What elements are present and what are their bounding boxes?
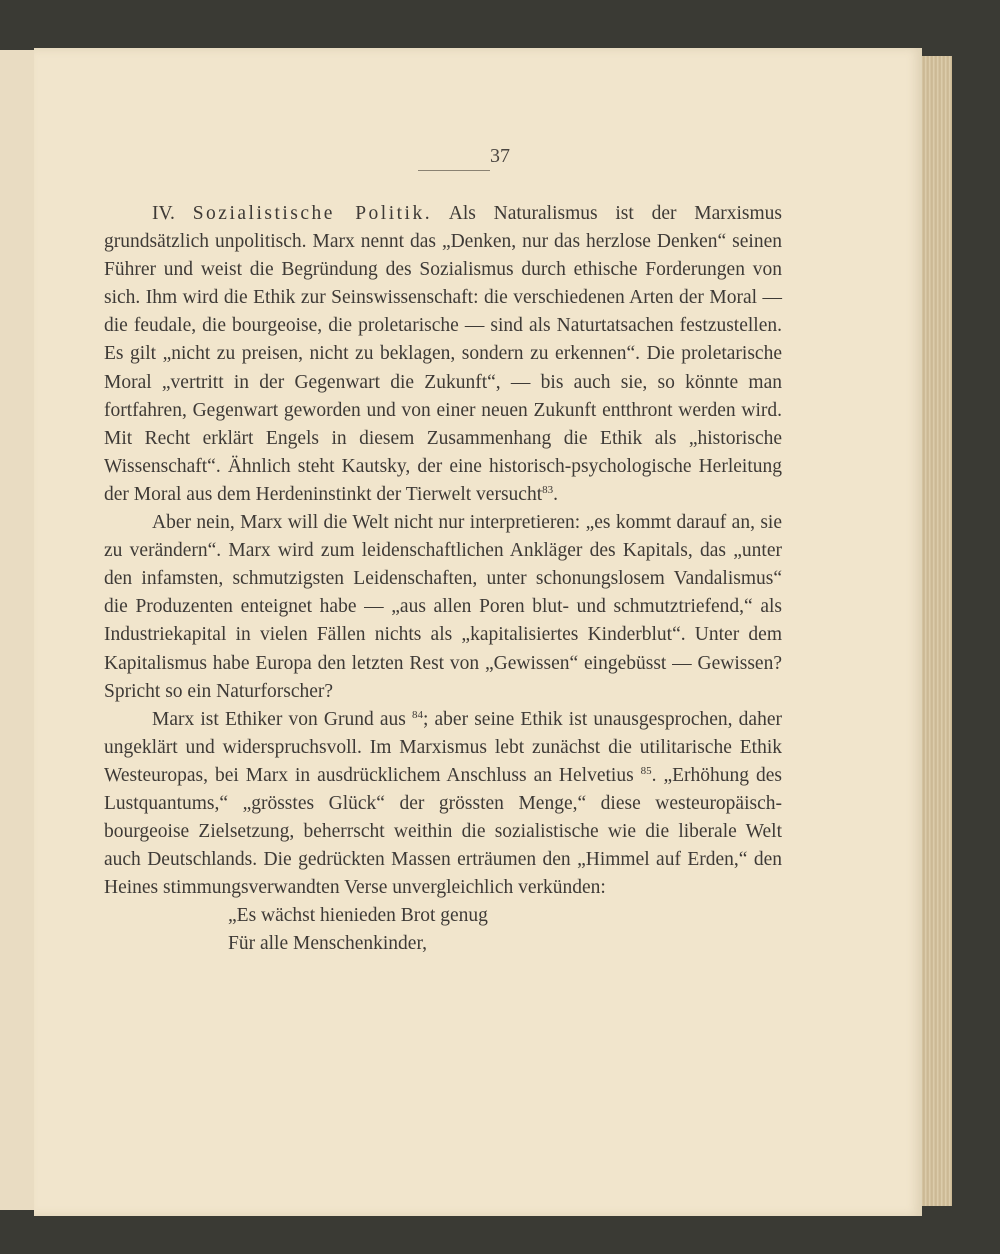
footnote-ref-83: 83 (542, 483, 554, 496)
verse-line-1: „Es wächst hienieden Brot genug (228, 905, 488, 927)
section-number: IV. (152, 203, 175, 224)
page-number-rule (418, 170, 490, 171)
footnote-ref-85: 85 (640, 764, 652, 777)
left-page-edge (0, 50, 35, 1210)
paragraph-1 (104, 200, 782, 509)
paragraph-3-text-b: ; aber seine Ethik ist unausgesprochen, daher ungeklärt und widerspruchsvoll. Im Marxismus lebt zunächst die utilitarische Ethik Westeuropas, bei Marx in ausdrücklichem Anschluss an Helvetius (104, 708, 782, 786)
page-stack-edge (922, 56, 952, 1206)
paragraph-3-text-a: Marx ist Ethiker von Grund aus (152, 708, 406, 730)
body-text (104, 200, 782, 959)
footnote-ref-84: 84 (411, 708, 423, 721)
paragraph-3 (104, 706, 782, 903)
paragraph-2: Aber nein, Marx will die Welt nicht nur interpretieren: „es kommt darauf an, sie zu verändern“. Marx wird zum leidenschaftlichen Ankläger des Kapitals, das „unter den infamsten, schmutzigsten Leidenschaften, unter schonungslosem Vandalismus“ die Produzenten enteignet habe — „aus allen Poren blut- und schmutztriefend,“ als Industriekapital in vielen Fällen nichts als „kapitalisiertes Kinderblut“. Unter dem Kapitalismus habe Europa den letzten Rest von „Gewissen“ eingebüsst — Gewissen? Spricht so ein Naturforscher? (104, 512, 782, 702)
paragraph-3-text-c: . „Erhöhung des Lustquantums,“ „grösstes Glück“ der grössten Menge,“ diese westeuropäisch-bourgeoise Zielsetzung, beherrscht weithin die sozialistische wie die liberale Welt auch Deutschlands. Die gedrückten Massen erträumen den „Himmel auf Erden,“ den Heines stimmungsverwandten Verse unvergleichlich verkünden: (104, 764, 782, 899)
verse-line-2: Für alle Menschenkinder, (228, 933, 428, 955)
section-heading: Sozialistische Politik. (192, 203, 433, 224)
page-number: 37 (490, 145, 510, 167)
paragraph-1-text: Als Naturalismus ist der Marxismus grundsätzlich unpolitisch. Marx nennt das „Denken, nur das herzlose Denken“ seinen Führer und weist die Begründung des Sozialismus durch ethische Forderungen von sich. Ihm wird die Ethik zur Seinswissenschaft: die verschiedenen Arten der Moral — die feudale, die bourgeoise, die proletarische — sind als Naturtatsachen festzustellen. Es gilt „nicht zu preisen, nicht zu beklagen, sondern zu erkennen“. Die proletarische Moral „vertritt in der Gegenwart die Zukunft“, — bis auch sie, so könnte man fortfahren, Gegenwart geworden und von einer neuen Zukunft entthront werden wird. Mit Recht erklärt Engels in diesem Zusammenhang die Ethik als „historische Wissenschaft“. Ähnlich steht Kautsky, der eine historisch-psychologische Herleitung der Moral aus dem Herdeninstinkt der Tierwelt versucht (104, 203, 782, 505)
paragraph-1-end: . (553, 483, 558, 505)
